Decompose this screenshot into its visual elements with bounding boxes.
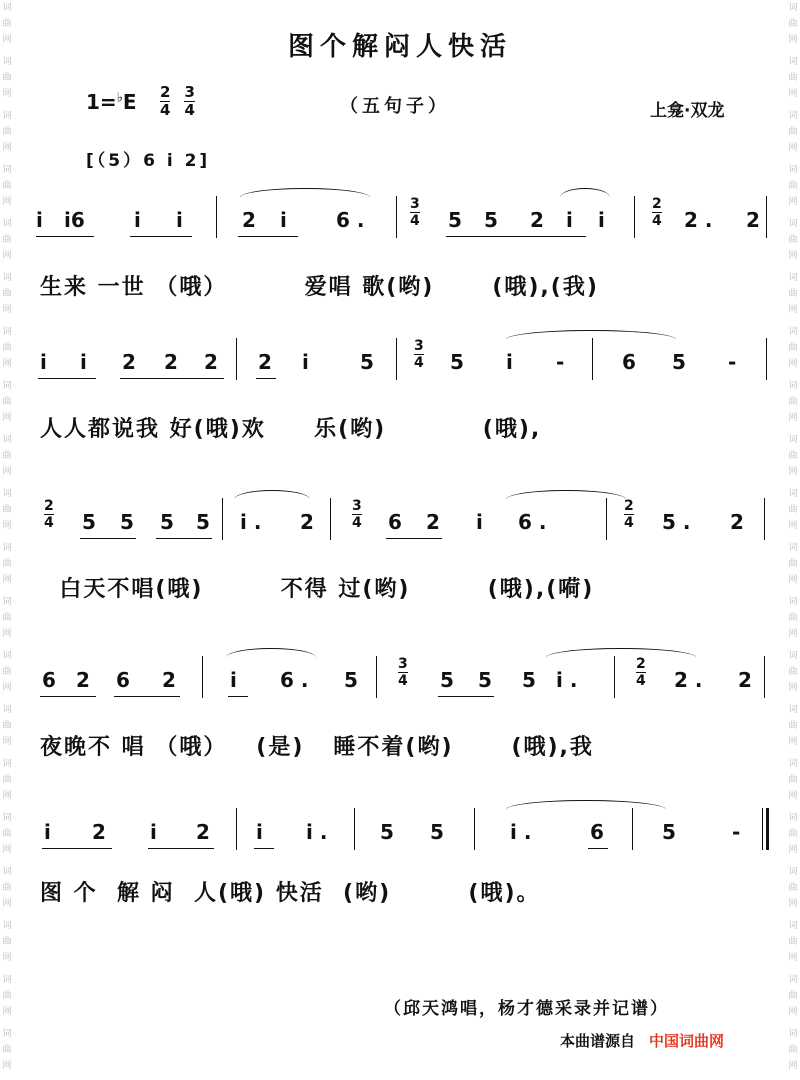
staff-line-2	[30, 330, 780, 400]
notation-line-1: i i6 i i 2 i 6 . 3 4 5 5 2 i i 2 4 2 . 2	[30, 188, 770, 248]
watermark-left: 词曲网 词曲网 词曲网 词曲网 词曲网 词曲网 词曲网 词曲网 词曲网 词曲网 词曲网 词曲网 词曲网 词曲网 词曲网 词曲网 词曲网 词曲网 词曲网 词曲网	[2, 3, 12, 1071]
key-signature: 1=♭E	[86, 90, 137, 114]
staff-line-3	[30, 490, 780, 560]
song-subtitle: （五句子）	[340, 96, 450, 117]
song-title: 图个解闷人快活	[287, 32, 512, 62]
staff-line-4	[30, 648, 780, 718]
lyric-line-4: 夜晚不 唱 （哦） (是) 睡不着(哟) (哦),我	[40, 735, 594, 760]
notation-line-4: 6 2 6 2 i 6 . 5 3 4 5 5 5 i . 2 4 2 . 2	[30, 648, 770, 708]
intro-notation: [（5）6 i 2]	[86, 151, 211, 171]
lyric-line-5: 图 个 解 闷 人(哦) 快活 (哟) (哦)。	[40, 881, 541, 906]
source-note	[560, 1030, 724, 1051]
notation-line-5: i 2 i 2 i i . 5 5 i . 6 5 -	[30, 800, 770, 860]
lyric-line-1: 生来 一世 （哦） 爱唱 歌(哟) (哦),(我)	[40, 275, 599, 300]
performer-credit: （邱天鸿唱，杨才德采录并记谱）	[384, 999, 669, 1019]
notation-line-2: i i 2 2 2 2 i 5 3 4 5 i - 6 5 -	[30, 330, 770, 390]
lyric-line-3: 白天不唱(哦) 不得 过(哟) (哦),(嗬)	[40, 577, 595, 602]
source-label: 本曲谱源自	[560, 1032, 636, 1050]
source-site-link[interactable]: 中国词曲网	[649, 1032, 725, 1050]
lyric-line-2: 人人都说我 好(哦)欢 乐(哟) (哦),	[40, 417, 542, 442]
staff-line-5	[30, 800, 780, 870]
staff-line-1	[30, 188, 780, 258]
notation-line-3: 2 4 5 5 5 5 i . 2 3 4 6 2 i 6 . 2 4 5 . 2	[30, 490, 770, 550]
time-signature: 2 4 3 4	[160, 83, 195, 119]
song-origin: 上龛·双龙	[650, 101, 725, 121]
watermark-right: 词曲网 词曲网 词曲网 词曲网 词曲网 词曲网 词曲网 词曲网 词曲网 词曲网 词曲网 词曲网 词曲网 词曲网 词曲网 词曲网 词曲网 词曲网 词曲网 词曲网	[788, 3, 798, 1071]
